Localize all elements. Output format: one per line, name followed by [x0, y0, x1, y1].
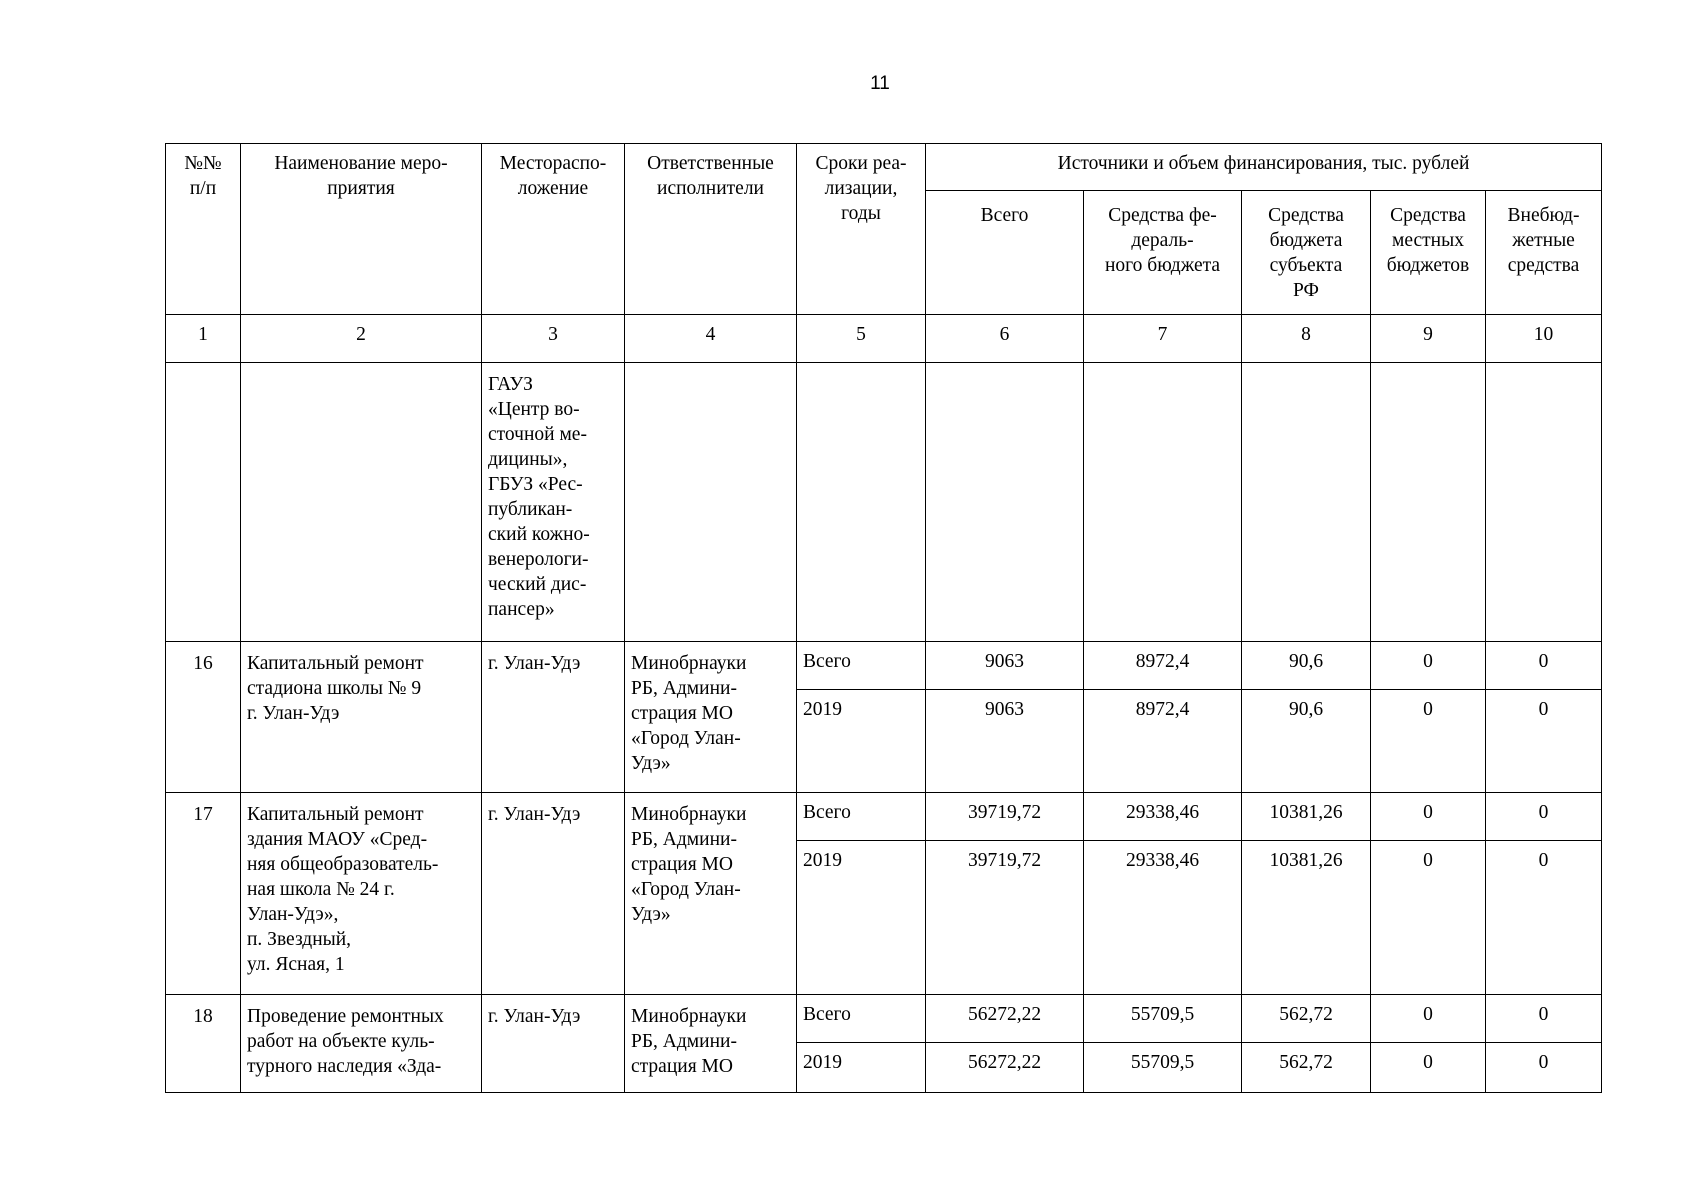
column-number: 8	[1242, 315, 1371, 363]
location: г. Улан-Удэ	[482, 642, 625, 793]
federal-value: 55709,5	[1084, 1043, 1242, 1093]
federal-value: 29338,46	[1084, 841, 1242, 995]
extra-value: 0	[1486, 690, 1602, 793]
extra-value: 0	[1486, 995, 1602, 1043]
empty-cell	[1242, 363, 1371, 642]
regional-value: 10381,26	[1242, 793, 1371, 841]
empty-cell	[625, 363, 797, 642]
row-number: 16	[166, 642, 241, 793]
total-value: 56272,22	[926, 995, 1084, 1043]
table-row	[166, 642, 1602, 690]
period: 2019	[797, 1043, 926, 1093]
header-row	[166, 144, 1602, 191]
local-value: 0	[1371, 995, 1486, 1043]
total-value: 9063	[926, 642, 1084, 690]
executors: Минобрнауки РБ, Админи- страция МО «Город Улан- Удэ»	[625, 642, 797, 793]
header-executors: Ответственные исполнители	[625, 144, 797, 315]
local-value: 0	[1371, 793, 1486, 841]
regional-value: 90,6	[1242, 642, 1371, 690]
federal-value: 8972,4	[1084, 690, 1242, 793]
column-number: 4	[625, 315, 797, 363]
event-name: Капитальный ремонт стадиона школы № 9 г. Улан-Удэ	[241, 642, 482, 793]
column-number: 3	[482, 315, 625, 363]
column-number: 6	[926, 315, 1084, 363]
header-extra: Внебюд- жетные средства	[1486, 191, 1602, 315]
column-numbers-row	[166, 315, 1602, 363]
empty-cell	[166, 363, 241, 642]
header-funding-group: Источники и объем финансирования, тыс. рублей	[926, 144, 1602, 191]
executors: Минобрнауки РБ, Админи- страция МО «Город Улан- Удэ»	[625, 793, 797, 995]
regional-value: 90,6	[1242, 690, 1371, 793]
total-value: 56272,22	[926, 1043, 1084, 1093]
location: г. Улан-Удэ	[482, 995, 625, 1093]
federal-value: 29338,46	[1084, 793, 1242, 841]
header-location: Местораспо- ложение	[482, 144, 625, 315]
executors: Минобрнауки РБ, Админи- страция МО	[625, 995, 797, 1093]
federal-value: 55709,5	[1084, 995, 1242, 1043]
empty-cell	[797, 363, 926, 642]
column-number: 10	[1486, 315, 1602, 363]
regional-value: 562,72	[1242, 995, 1371, 1043]
local-value: 0	[1371, 690, 1486, 793]
empty-cell	[1486, 363, 1602, 642]
period: 2019	[797, 841, 926, 995]
table-row	[166, 995, 1602, 1043]
column-number: 5	[797, 315, 926, 363]
column-number: 7	[1084, 315, 1242, 363]
header-local: Средства местных бюджетов	[1371, 191, 1486, 315]
event-name: Проведение ремонтных работ на объекте куль- турного наследия «Зда-	[241, 995, 482, 1093]
continuation-row	[166, 363, 1602, 642]
header-number: №№ п/п	[166, 144, 241, 315]
period: Всего	[797, 642, 926, 690]
empty-cell	[926, 363, 1084, 642]
local-value: 0	[1371, 642, 1486, 690]
location: г. Улан-Удэ	[482, 793, 625, 995]
header-total: Всего	[926, 191, 1084, 315]
header-regional: Средства бюджета субъекта РФ	[1242, 191, 1371, 315]
event-name: Капитальный ремонт здания МАОУ «Сред- няя общеобразователь- ная школа № 24 г. Улан-Удэ», п. Звездный, ул. Ясная, 1	[241, 793, 482, 995]
total-value: 39719,72	[926, 841, 1084, 995]
local-value: 0	[1371, 1043, 1486, 1093]
period: Всего	[797, 995, 926, 1043]
column-number: 1	[166, 315, 241, 363]
empty-cell	[241, 363, 482, 642]
extra-value: 0	[1486, 793, 1602, 841]
funding-table	[165, 143, 1602, 1093]
period: 2019	[797, 690, 926, 793]
header-event-name: Наименование меро- приятия	[241, 144, 482, 315]
table-row	[166, 793, 1602, 841]
column-number: 9	[1371, 315, 1486, 363]
extra-value: 0	[1486, 1043, 1602, 1093]
extra-value: 0	[1486, 841, 1602, 995]
empty-cell	[1371, 363, 1486, 642]
header-federal: Средства фе- дераль- ного бюджета	[1084, 191, 1242, 315]
empty-cell	[1084, 363, 1242, 642]
page-number: 11	[870, 73, 890, 94]
row-number: 18	[166, 995, 241, 1093]
continuation-location: ГАУЗ «Центр во- сточной ме- дицины», ГБУЗ «Рес- публикан- ский кожно- венерологи- ческий дис- пансер»	[482, 363, 625, 642]
total-value: 39719,72	[926, 793, 1084, 841]
extra-value: 0	[1486, 642, 1602, 690]
regional-value: 562,72	[1242, 1043, 1371, 1093]
total-value: 9063	[926, 690, 1084, 793]
federal-value: 8972,4	[1084, 642, 1242, 690]
column-number: 2	[241, 315, 482, 363]
header-period: Сроки реа- лизации, годы	[797, 144, 926, 315]
local-value: 0	[1371, 841, 1486, 995]
row-number: 17	[166, 793, 241, 995]
period: Всего	[797, 793, 926, 841]
regional-value: 10381,26	[1242, 841, 1371, 995]
